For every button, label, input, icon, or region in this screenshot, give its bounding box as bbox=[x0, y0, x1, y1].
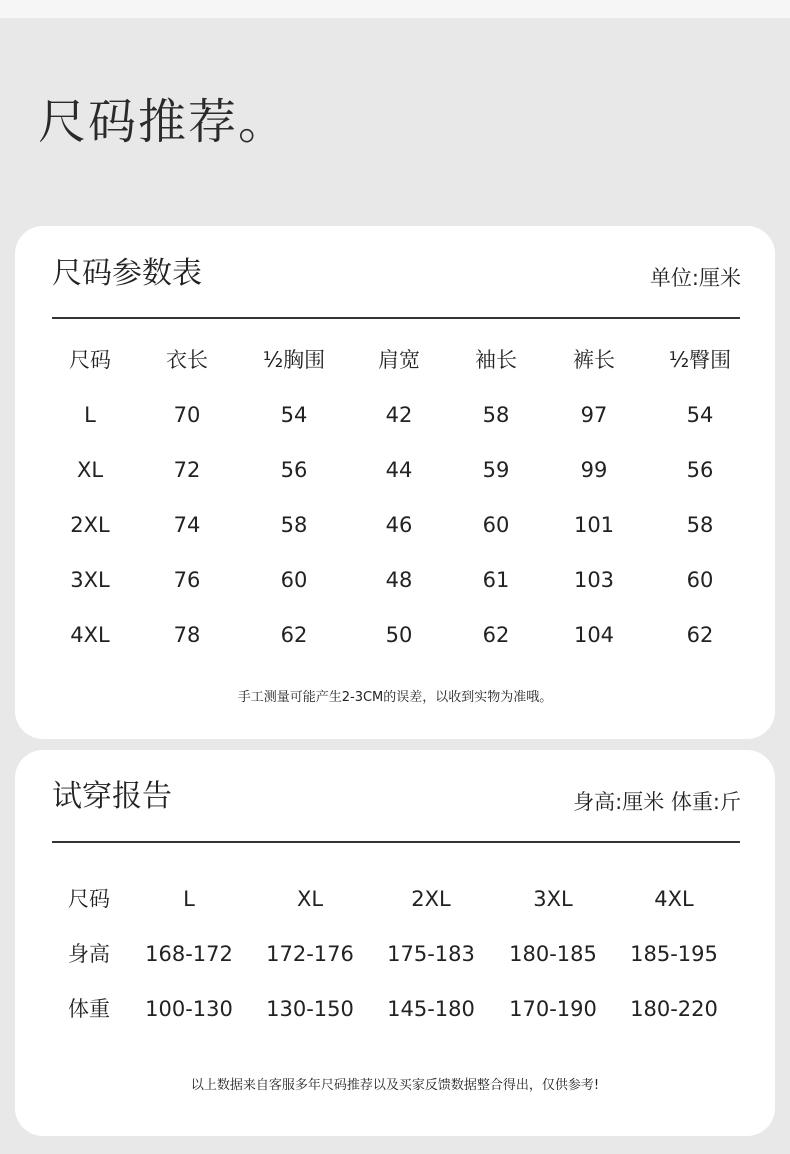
size-chart-card bbox=[15, 226, 775, 739]
top-strip bbox=[0, 0, 790, 18]
table-cell: 100-130 bbox=[145, 997, 233, 1021]
table-cell: 62 bbox=[482, 623, 510, 647]
trial-report-title: 试穿报告 bbox=[52, 779, 172, 814]
header-cell: 衣长 bbox=[166, 348, 208, 372]
table-cell: 78 bbox=[173, 623, 201, 647]
trial-report-card bbox=[15, 750, 775, 1136]
header-cell: 3XL bbox=[533, 887, 573, 911]
table-cell: 101 bbox=[573, 513, 615, 537]
table-cell: 145-180 bbox=[387, 997, 475, 1021]
header-cell: 尺码 bbox=[69, 348, 111, 372]
size-chart-table bbox=[15, 333, 775, 663]
table-row bbox=[15, 553, 775, 608]
table-cell: 62 bbox=[280, 623, 308, 647]
table-row bbox=[15, 388, 775, 443]
table-cell: 56 bbox=[280, 458, 308, 482]
table-row bbox=[15, 443, 775, 498]
table-cell: 76 bbox=[173, 568, 201, 592]
table-cell: 60 bbox=[482, 513, 510, 537]
table-cell: 70 bbox=[173, 403, 201, 427]
table-cell: 身高 bbox=[68, 942, 110, 966]
table-cell: 175-183 bbox=[387, 942, 475, 966]
header-cell: 肩宽 bbox=[378, 348, 420, 372]
size-chart-unit: 单位:厘米 bbox=[649, 266, 741, 290]
header-cell: ½臀围 bbox=[668, 348, 732, 372]
table-cell: 97 bbox=[580, 403, 608, 427]
table-cell: 60 bbox=[280, 568, 308, 592]
trial-report-table bbox=[15, 872, 775, 1037]
table-cell: 62 bbox=[686, 623, 714, 647]
table-cell: 42 bbox=[385, 403, 413, 427]
table-cell: 50 bbox=[385, 623, 413, 647]
trial-report-note: 以上数据来自客服多年尺码推荐以及买家反馈数据整合得出，仅供参考! bbox=[190, 1078, 600, 1093]
table-row bbox=[15, 608, 775, 663]
table-cell: 59 bbox=[482, 458, 510, 482]
table-row bbox=[15, 982, 775, 1037]
header-cell: L bbox=[183, 887, 195, 911]
table-row bbox=[15, 927, 775, 982]
table-cell: 74 bbox=[173, 513, 201, 537]
table-cell: 2XL bbox=[70, 513, 110, 537]
trial-report-unit: 身高:厘米 体重:斤 bbox=[573, 790, 741, 814]
table-cell: 172-176 bbox=[266, 942, 354, 966]
header-cell: XL bbox=[296, 887, 324, 911]
table-cell: 180-185 bbox=[509, 942, 597, 966]
divider bbox=[52, 317, 740, 319]
table-cell: L bbox=[84, 403, 96, 427]
table-header-row bbox=[15, 333, 775, 388]
table-cell: XL bbox=[76, 458, 104, 482]
table-cell: 103 bbox=[573, 568, 615, 592]
table-cell: 4XL bbox=[70, 623, 110, 647]
header-cell: 裤长 bbox=[573, 348, 615, 372]
table-cell: 104 bbox=[573, 623, 615, 647]
table-cell: 58 bbox=[482, 403, 510, 427]
table-cell: 54 bbox=[280, 403, 308, 427]
table-cell: 体重 bbox=[68, 997, 110, 1021]
size-chart-title: 尺码参数表 bbox=[52, 256, 202, 291]
table-header-row bbox=[15, 872, 775, 927]
table-cell: 46 bbox=[385, 513, 413, 537]
table-cell: 99 bbox=[580, 458, 608, 482]
header-cell: 4XL bbox=[654, 887, 694, 911]
table-cell: 48 bbox=[385, 568, 413, 592]
page-title: 尺码推荐。 bbox=[38, 94, 289, 150]
table-cell: 168-172 bbox=[145, 942, 233, 966]
table-cell: 130-150 bbox=[266, 997, 354, 1021]
header-cell: 2XL bbox=[411, 887, 451, 911]
header-cell: 袖长 bbox=[475, 348, 517, 372]
table-cell: 185-195 bbox=[630, 942, 718, 966]
divider bbox=[52, 841, 740, 843]
table-cell: 170-190 bbox=[509, 997, 597, 1021]
table-cell: 60 bbox=[686, 568, 714, 592]
header-cell: 尺码 bbox=[68, 887, 110, 911]
table-cell: 58 bbox=[280, 513, 308, 537]
size-chart-note: 手工测量可能产生2-3CM的误差，以收到实物为准哦。 bbox=[237, 690, 553, 705]
table-cell: 54 bbox=[686, 403, 714, 427]
table-cell: 3XL bbox=[70, 568, 110, 592]
table-cell: 61 bbox=[482, 568, 510, 592]
header-cell: ½胸围 bbox=[262, 348, 326, 372]
table-cell: 72 bbox=[173, 458, 201, 482]
table-cell: 58 bbox=[686, 513, 714, 537]
table-row bbox=[15, 498, 775, 553]
table-cell: 56 bbox=[686, 458, 714, 482]
table-cell: 180-220 bbox=[630, 997, 718, 1021]
table-cell: 44 bbox=[385, 458, 413, 482]
